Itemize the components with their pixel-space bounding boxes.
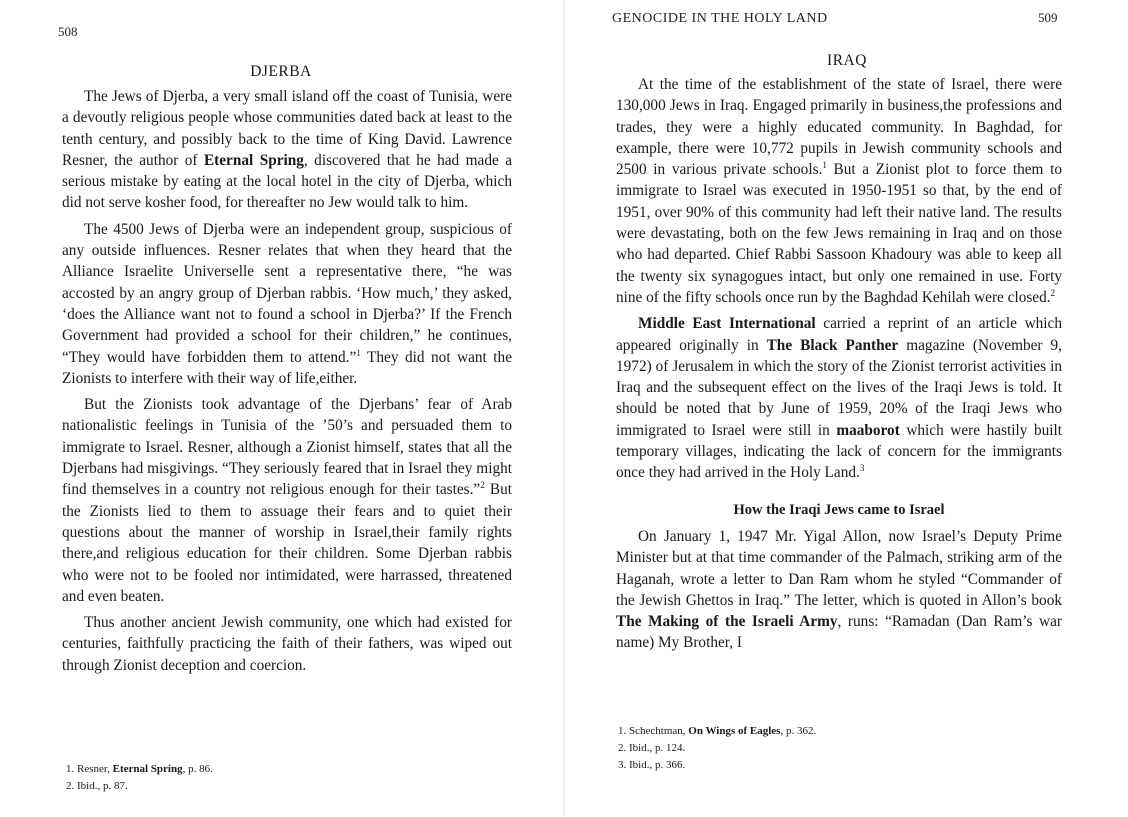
text-run: magazine (November 9, 1972) of Jerusalem in which the story of the Zionist terrorist activities in Iraq and the subsequent effect on the lives of the Iraqi Jews is told. It should be noted that by June of 1959, 20% of the Iraqi Jews who immigrated to Israel were still in — [616, 336, 1062, 439]
footnote — [66, 778, 213, 795]
text-run: , discovered that he had made a serious mistake by eating at the local hotel in the city of Djerba, which did not serve kosher food, for thereafter no Jew would talk to him. — [62, 151, 513, 212]
text-run: , p. 362. — [780, 725, 817, 737]
text-run: , p. 86. — [182, 763, 213, 775]
subheading: How the Iraqi Jews came to Israel — [733, 501, 945, 518]
paragraph — [616, 313, 1062, 483]
paragraph — [616, 526, 1062, 654]
text-run: 3. Ibid., p. 366. — [618, 759, 686, 771]
text-run: The Jews of Djerba, a very small island off the coast of Tunisia, were a devoutly religious people whose communities dated back at least to the tenth century, and possibly back to the time of King David. Lawrence Resner, the author of — [62, 88, 512, 169]
running-head: GENOCIDE IN THE HOLY LAND — [612, 11, 828, 26]
text-run: which were hastily built temporary villages, indicating the lack of concern for the immigrants once they had arrived in the Holy Land. — [616, 421, 1062, 482]
bold-text: Middle East International — [638, 315, 816, 333]
footnote-ref: 2 — [480, 480, 485, 491]
text-run: carried a reprint of an article which appeared originally in — [616, 315, 1062, 354]
bold-text: The Black Panther — [766, 336, 899, 354]
text-run: The 4500 Jews of Djerba were an independent group, suspicious of any outside influences. Resner relates that when they heard that the Alliance Israelite Universelle sent a representative there, “he was accosted by an angry group of Djerban rabbis. ‘How much,’ they asked, ‘does the Alliance want not to found a school in Djerba?’ If the French Government had provided a school for their children,” he continues, “They would have forbidden them to attend.” — [62, 220, 512, 366]
bold-text: On Wings of Eagles — [688, 725, 781, 737]
left-page — [0, 0, 562, 817]
body-text — [616, 74, 1062, 659]
paragraph — [62, 394, 512, 607]
section-title: DJERBA — [250, 63, 312, 80]
footnotes — [66, 761, 213, 795]
footnote-ref: 1 — [822, 160, 827, 171]
footnote-ref: 1 — [356, 347, 361, 358]
text-run: But a Zionist plot to force them to immigrate to Israel was executed in 1950-1951 so that, by the end of 1951, over 90% of this community had left their native land. The results were devastating, both on the few Jews remaining in Iraq and on those who had departed. Chief Rabbi Sassoon Khadoury was able to keep all the twenty six synagogues intact, but only one remained in use. Forty nine of the fifty schools once run by the Baghdad Kehilah were closed. — [616, 161, 1062, 306]
section-title: IRAQ — [827, 52, 867, 69]
footnote — [66, 761, 213, 778]
text-run: But the Zionists took advantage of the Djerbans’ fear of Arab nationalistic feelings in Tunisia of the ’50’s and persuaded them to immigrate to Israel. Resner, although a Zionist himself, states that all the Djerbans had misgivings. “They seriously feared that in Israel they might find themselves in a country not religious enough for their tastes.” — [62, 396, 512, 499]
text-run: 2. Ibid., p. 124. — [618, 742, 686, 754]
body-text — [62, 86, 512, 681]
right-page — [566, 0, 1128, 817]
text-run: They did not want the Zionists to interfere with their way of life,either. — [62, 348, 512, 387]
text-run: At the time of the establishment of the state of Israel, there were 130,000 Jews in Iraq. Engaged primarily in business,the professions and trades, they were a highly educated community. In Baghdad, for example, there were 10,772 pupils in Jewish community schools and 2500 in various private schools. — [616, 76, 1062, 179]
text-run: 1. Schechtman, — [618, 725, 689, 737]
bold-text: The Making of the Israeli Army — [616, 613, 838, 631]
text-run: On January 1, 1947 Mr. Yigal Allon, now Israel’s Deputy Prime Minister but at that time commander of the Palmach, striking arm of the Haganah, wrote a letter to Dan Ram whom he styled “Commander of the Jewish Ghettos in Iraq.” The letter, which is quoted in Allon’s book — [616, 527, 1062, 609]
footnote — [618, 757, 816, 774]
paragraph-group — [616, 526, 1062, 654]
page-number: 509 — [1038, 10, 1058, 25]
bold-text: Eternal Spring — [112, 763, 183, 775]
footnote — [618, 740, 816, 757]
page-number: 508 — [58, 24, 78, 39]
paragraph — [62, 86, 512, 214]
text-run: , runs: “Ramadan (Dan Ram’s war name) My Brother, I — [616, 613, 1062, 652]
paragraph — [616, 74, 1062, 308]
bold-text: Eternal Spring — [203, 151, 304, 169]
text-run: 1. Resner, — [66, 763, 113, 775]
text-run: Thus another ancient Jewish community, one which had existed for centuries, faithfully practicing the faith of their fathers, was wiped out through Zionist deception and coercion. — [62, 614, 512, 674]
text-run: 2. Ibid., p. 87. — [66, 780, 128, 792]
text-run: But the Zionists lied to them to assuage their fears and to quiet their questions about the manner of worship in Israel,their family rights there,and religious education for their children. Some Djerban rabbis who were not to be fooled nor intimidated, were harrassed, threatened and even beaten. — [62, 481, 512, 605]
footnote-ref: 3 — [859, 463, 865, 474]
footnote-ref: 2 — [1050, 287, 1056, 298]
footnotes — [618, 723, 816, 774]
paragraph-group — [616, 74, 1062, 484]
bold-text: maaborot — [836, 421, 900, 439]
paragraph — [62, 612, 512, 676]
paragraph — [62, 219, 512, 389]
footnote — [618, 723, 816, 740]
